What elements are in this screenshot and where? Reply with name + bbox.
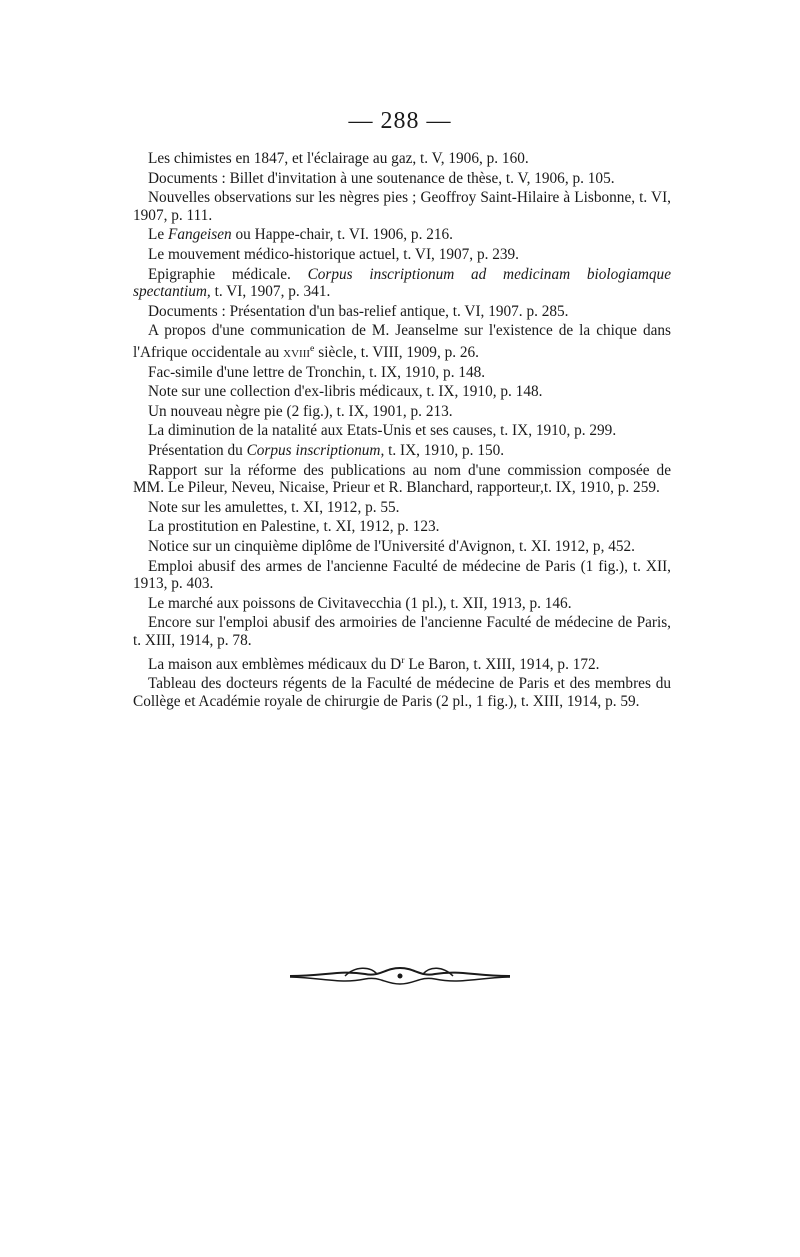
bibliography-entry (133, 675, 671, 710)
entry-text: t. VI, 1907, p. 341. (210, 283, 331, 301)
entry-text: La prostitution en Palestine, t. XI, 1912, p. 123. (148, 518, 440, 536)
entry-text: Documents : Présentation d'un bas-relief antique, t. VI, 1907. p. 285. (148, 302, 569, 320)
bibliography-entry (133, 499, 671, 517)
entry-title-italic: Corpus inscriptionum, (246, 442, 385, 459)
bibliography-entry (133, 614, 671, 649)
bibliography-entry (133, 246, 671, 264)
bibliography-entry (133, 652, 671, 674)
entry-title-italic: Corpus inscriptionum ad medicinam biologiamque spectantium, (133, 265, 671, 301)
bibliography-entry (133, 442, 671, 460)
bibliography-entry (133, 383, 671, 401)
bibliography-entry (133, 558, 671, 593)
entry-text: Note sur les amulettes, t. XI, 1912, p. 55. (148, 498, 400, 516)
entry-text: Emploi abusif des armes de l'ancienne Faculté de médecine de Paris (1 fig.), t. XII, 1913, p. 403. (133, 557, 671, 593)
bibliography-entry (133, 170, 671, 188)
entry-text: siècle, t. VIII, 1909, p. 26. (314, 344, 480, 362)
bibliography-entry (133, 538, 671, 556)
entry-text: Fac-simile d'une lettre de Tronchin, t. IX, 1910, p. 148. (148, 363, 486, 381)
entry-title-italic: Fangeisen (167, 226, 232, 244)
bibliography-entry (133, 266, 671, 301)
entry-text: La maison aux emblèmes médicaux du D (148, 655, 402, 673)
page-number: — 288 — (348, 108, 452, 134)
decorative-ornament (285, 962, 515, 990)
entry-text: Les chimistes en 1847, et l'éclairage au gaz, t. V, 1906, p. 160. (148, 150, 529, 167)
entry-text: Nouvelles observations sur les nègres pies ; Geoffroy Saint-Hilaire à Lisbonne, t. VI, 1907, p. 111. (133, 189, 671, 224)
entry-text: t. IX, 1910, p. 150. (384, 442, 505, 459)
bibliography-list (133, 150, 671, 712)
bibliography-entry (133, 303, 671, 321)
bibliography-entry (133, 462, 671, 497)
entry-text: ou Happe-chair, t. VI. 1906, p. 216. (231, 226, 453, 244)
entry-text: Encore sur l'emploi abusif des armoiries de l'ancienne Faculté de médecine de Paris, t. XIII, 1914, p. 78. (133, 614, 671, 649)
entry-text: A propos d'une communication de M. Jeanselme sur l'existence de la chique dans l'Afrique occidentale au (133, 322, 671, 362)
bibliography-entry (133, 150, 671, 168)
entry-text: Le marché aux poissons de Civitavecchia (1 pl.), t. XII, 1913, p. 146. (148, 594, 572, 612)
entry-text: Le (148, 226, 168, 244)
entry-text: Présentation du (148, 442, 247, 459)
entry-text: Tableau des docteurs régents de la Faculté de médecine de Paris et des membres du Collège et Académie royale de chirurgie de Paris (2 pl., 1 fig.), t. XIII, 1914, p. 59. (133, 675, 671, 710)
entry-text: Note sur une collection d'ex-libris médicaux, t. IX, 1910, p. 148. (148, 383, 543, 401)
entry-text: Rapport sur la réforme des publications au nom d'une commission composée de MM. Le Pileur, Neveu, Nicaise, Prieur et R. Blanchard, rapporteur,t. IX, 1910, p. 259. (133, 461, 671, 497)
entry-text: Le mouvement médico-historique actuel, t. VI, 1907, p. 239. (148, 245, 520, 263)
entry-text: e (310, 342, 315, 354)
entry-text: Un nouveau nègre pie (2 fig.), t. IX, 1901, p. 213. (148, 402, 453, 420)
bibliography-entry (133, 322, 671, 361)
bibliography-entry (133, 403, 671, 421)
entry-text: r (401, 654, 405, 666)
bibliography-entry (133, 226, 671, 244)
entry-text: Documents : Billet d'invitation à une soutenance de thèse, t. V, 1906, p. 105. (148, 169, 615, 187)
entry-text: Le Baron, t. XIII, 1914, p. 172. (404, 655, 600, 673)
bibliography-entry (133, 518, 671, 536)
entry-text: La diminution de la natalité aux Etats-Unis et ses causes, t. IX, 1910, p. 299. (148, 422, 617, 440)
entry-text: Epigraphie médicale. (148, 265, 308, 283)
bibliography-entry (133, 364, 671, 382)
bibliography-entry (133, 595, 671, 613)
bibliography-entry (133, 422, 671, 440)
entry-text: xviii (283, 344, 311, 362)
bibliography-entry (133, 189, 671, 224)
entry-text: Notice sur un cinquième diplôme de l'Université d'Avignon, t. XI. 1912, p, 452. (148, 537, 635, 555)
